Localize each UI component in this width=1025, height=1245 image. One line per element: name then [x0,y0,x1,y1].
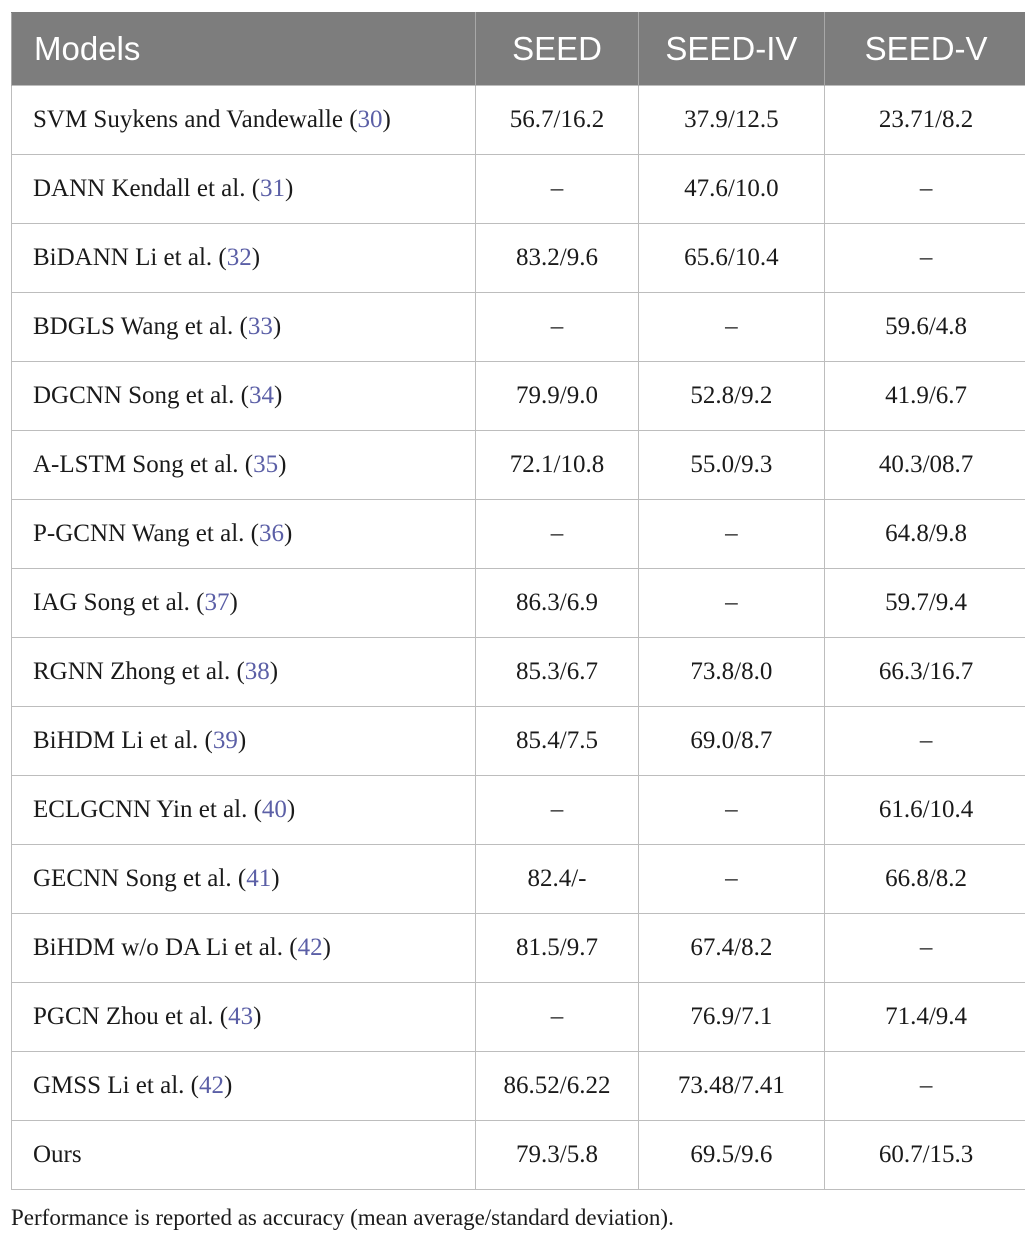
model-cell [12,1121,476,1190]
seed-v-value-cell: 40.3/08.7 [825,431,1025,500]
seed-value-cell: – [476,776,638,845]
model-name: DANN Kendall et al. [33,175,246,202]
reference-link[interactable]: 38 [244,658,270,685]
model-cell: PGCN Zhou et al. (43) [12,983,476,1052]
table-row [12,1121,1025,1190]
seed-iv-value-cell: 52.8/9.2 [638,362,825,431]
model-name: RGNN Zhong et al. [33,658,231,685]
model-cell: DGCNN Song et al. (34) [12,362,476,431]
seed-value-cell: 82.4/- [476,845,638,914]
seed-v-value-cell: 64.8/9.8 [825,500,1025,569]
results-table [11,12,1025,1190]
seed-value-cell: – [476,293,638,362]
seed-iv-value-cell: 73.8/8.0 [638,638,825,707]
reference-link[interactable]: 42 [198,1072,224,1099]
seed-value-cell: 81.5/9.7 [476,914,638,983]
reference-link[interactable]: 37 [204,589,230,616]
seed-v-value-cell: 61.6/10.4 [825,776,1025,845]
model-cell: GECNN Song et al. (41) [12,845,476,914]
model-cell: BiHDM Li et al. (39) [12,707,476,776]
seed-value-cell: 86.52/6.22 [476,1052,638,1121]
model-name: PGCN Zhou et al. [33,1003,214,1030]
table-footnote: Performance is reported as accuracy (mean average/standard deviation). [11,1205,674,1230]
table-row [12,983,1025,1052]
seed-iv-value-cell: – [638,293,825,362]
seed-v-value-cell: 59.6/4.8 [825,293,1025,362]
model-name: SVM Suykens and Vandewalle [33,106,343,133]
model-name: GMSS Li et al. [33,1072,185,1099]
model-name: DGCNN Song et al. [33,382,235,409]
model-name: BDGLS Wang et al. [33,313,234,340]
model-name: BiDANN Li et al. [33,244,213,271]
seed-iv-value-cell: 67.4/8.2 [638,914,825,983]
seed-v-value-cell: 66.8/8.2 [825,845,1025,914]
table-row [12,500,1025,569]
seed-iv-value-cell: 69.0/8.7 [638,707,825,776]
seed-v-value-cell: – [825,1052,1025,1121]
seed-iv-value-cell: 76.9/7.1 [638,983,825,1052]
seed-iv-value-cell: 69.5/9.6 [638,1121,825,1190]
table-row [12,638,1025,707]
model-name: BiHDM w/o DA Li et al. [33,934,283,961]
seed-value-cell: 83.2/9.6 [476,224,638,293]
seed-v-value-cell: 23.71/8.2 [825,86,1025,155]
table-row [12,914,1025,983]
header-models: Models [12,13,476,86]
reference-link[interactable]: 36 [258,520,284,547]
table-header [12,13,1025,86]
reference-link[interactable]: 41 [246,865,272,892]
seed-v-value-cell: 41.9/6.7 [825,362,1025,431]
seed-value-cell: – [476,983,638,1052]
table-row [12,845,1025,914]
table-row [12,362,1025,431]
table-row [12,776,1025,845]
table-row [12,707,1025,776]
model-cell: RGNN Zhong et al. (38) [12,638,476,707]
model-cell: IAG Song et al. (37) [12,569,476,638]
seed-value-cell: – [476,155,638,224]
model-name: ECLGCNN Yin et al. [33,796,248,823]
reference-link[interactable]: 30 [357,106,383,133]
model-cell: BDGLS Wang et al. (33) [12,293,476,362]
seed-iv-value-cell: 73.48/7.41 [638,1052,825,1121]
reference-link[interactable]: 43 [228,1003,254,1030]
reference-link[interactable]: 32 [226,244,252,271]
seed-value-cell: 56.7/16.2 [476,86,638,155]
model-name: IAG Song et al. [33,589,190,616]
seed-iv-value-cell: – [638,569,825,638]
seed-v-value-cell: 59.7/9.4 [825,569,1025,638]
model-name: P-GCNN Wang et al. [33,520,245,547]
reference-link[interactable]: 34 [248,382,274,409]
model-cell: DANN Kendall et al. (31) [12,155,476,224]
model-cell: SVM Suykens and Vandewalle (30) [12,86,476,155]
seed-v-value-cell: 60.7/15.3 [825,1121,1025,1190]
table-row [12,224,1025,293]
seed-v-value-cell: – [825,914,1025,983]
seed-value-cell: – [476,500,638,569]
reference-link[interactable]: 31 [260,175,286,202]
model-cell: BiHDM w/o DA Li et al. (42) [12,914,476,983]
model-name: GECNN Song et al. [33,865,232,892]
table-row [12,293,1025,362]
reference-link[interactable]: 42 [297,934,323,961]
header-seed-v: SEED-V [825,13,1025,86]
table-row [12,155,1025,224]
model-cell: BiDANN Li et al. (32) [12,224,476,293]
model-cell: A-LSTM Song et al. (35) [12,431,476,500]
table-row [12,431,1025,500]
seed-v-value-cell: 71.4/9.4 [825,983,1025,1052]
seed-iv-value-cell: 55.0/9.3 [638,431,825,500]
model-cell: P-GCNN Wang et al. (36) [12,500,476,569]
results-table-container [11,12,1025,1190]
model-name: A-LSTM Song et al. [33,451,239,478]
seed-v-value-cell: 66.3/16.7 [825,638,1025,707]
reference-link[interactable]: 35 [253,451,279,478]
seed-value-cell: 72.1/10.8 [476,431,638,500]
model-cell: GMSS Li et al. (42) [12,1052,476,1121]
table-row [12,86,1025,155]
reference-link[interactable]: 39 [212,727,238,754]
header-seed-iv: SEED-IV [638,13,825,86]
seed-iv-value-cell: 47.6/10.0 [638,155,825,224]
seed-iv-value-cell: 65.6/10.4 [638,224,825,293]
model-name: BiHDM Li et al. [33,727,199,754]
table-body [12,86,1025,1190]
seed-value-cell: 79.3/5.8 [476,1121,638,1190]
seed-v-value-cell: – [825,224,1025,293]
seed-value-cell: 79.9/9.0 [476,362,638,431]
reference-link[interactable]: 33 [247,313,273,340]
seed-iv-value-cell: – [638,776,825,845]
seed-v-value-cell: – [825,707,1025,776]
seed-iv-value-cell: – [638,500,825,569]
table-row [12,1052,1025,1121]
seed-iv-value-cell: 37.9/12.5 [638,86,825,155]
header-row [12,13,1025,86]
seed-v-value-cell: – [825,155,1025,224]
table-row [12,569,1025,638]
reference-link[interactable]: 40 [261,796,287,823]
seed-value-cell: 85.3/6.7 [476,638,638,707]
seed-value-cell: 86.3/6.9 [476,569,638,638]
header-seed: SEED [476,13,638,86]
model-cell: ECLGCNN Yin et al. (40) [12,776,476,845]
model-name: Ours [33,1141,82,1168]
seed-value-cell: 85.4/7.5 [476,707,638,776]
seed-iv-value-cell: – [638,845,825,914]
